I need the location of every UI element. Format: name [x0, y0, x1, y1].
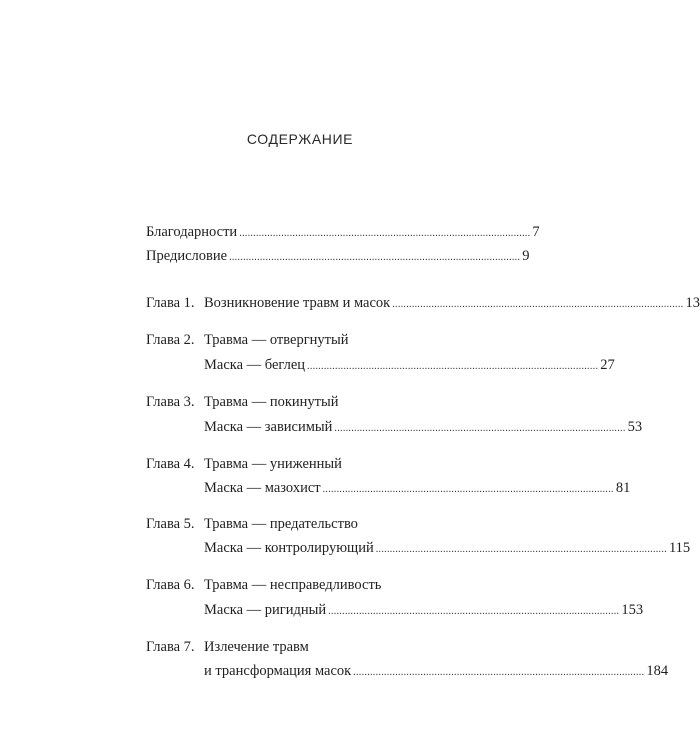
- toc-entry-preface[interactable]: [146, 247, 530, 265]
- toc-page-number: 27: [600, 357, 615, 373]
- toc-page-number: 13: [685, 295, 700, 311]
- dot-leader: ........................................................................................................: [353, 667, 645, 678]
- chapter-number: Глава 5.: [146, 516, 195, 532]
- chapter-title: Травма — отвергнутый: [204, 332, 349, 348]
- toc-entry-chapter-5[interactable]: [146, 515, 467, 533]
- toc-entry-chapter-5-line2[interactable]: [146, 539, 691, 557]
- dot-leader: ........................................................................................................: [239, 228, 531, 239]
- chapter-number: Глава 1.: [146, 295, 195, 311]
- chapter-subtitle: Маска — беглец: [204, 357, 306, 373]
- toc-page-number: 81: [615, 480, 631, 496]
- toc-entry-title: Благодарности: [146, 224, 238, 240]
- toc-page-number: 7: [532, 224, 540, 240]
- toc-entry-chapter-4-line2[interactable]: [146, 479, 631, 497]
- chapter-title: Травма — несправедливость: [204, 577, 382, 593]
- chapter-subtitle: Маска — зависимый: [204, 419, 333, 435]
- toc-page-number: 53: [627, 419, 643, 435]
- toc-entry-chapter-4[interactable]: [146, 455, 467, 473]
- toc-page-number: 115: [668, 540, 691, 556]
- chapter-subtitle: Маска — мазохист: [204, 480, 321, 496]
- toc-entry-chapter-2-line2[interactable]: [146, 356, 615, 374]
- dot-leader: ........................................................................................................: [229, 252, 521, 263]
- dot-leader: ........................................................................................................: [375, 544, 667, 555]
- dot-leader: ........................................................................................................: [334, 423, 626, 434]
- toc-page-number: 184: [646, 663, 669, 679]
- toc-entry-chapter-6[interactable]: [146, 576, 467, 594]
- dot-leader: ........................................................................................................: [328, 606, 620, 617]
- dot-leader: ........................................................................................................: [392, 299, 684, 310]
- toc-entry-chapter-3-line2[interactable]: [146, 418, 643, 436]
- toc-page-number: 9: [522, 248, 530, 264]
- chapter-number: Глава 7.: [146, 639, 195, 655]
- chapter-number: Глава 2.: [146, 332, 195, 348]
- toc-entry-chapter-2[interactable]: [146, 331, 467, 349]
- chapter-title: Травма — предательство: [204, 516, 358, 532]
- toc-entry-chapter-1[interactable]: [146, 294, 700, 312]
- chapter-subtitle: Маска — ригидный: [204, 602, 327, 618]
- dot-leader: ........................................................................................................: [322, 484, 614, 495]
- toc-entry-chapter-7[interactable]: [146, 638, 467, 656]
- toc-entry-chapter-3[interactable]: [146, 393, 467, 411]
- toc-entry-chapter-6-line2[interactable]: [146, 601, 644, 619]
- page-title: СОДЕРЖАНИЕ: [246, 131, 354, 147]
- toc-entry-acknowledgements[interactable]: [146, 223, 540, 241]
- toc-entry-title: Предисловие: [146, 248, 228, 264]
- toc-entry-chapter-7-line2[interactable]: [146, 662, 669, 680]
- chapter-number: Глава 3.: [146, 394, 195, 410]
- chapter-title: Травма — покинутый: [204, 394, 339, 410]
- chapter-title: Травма — униженный: [204, 456, 342, 472]
- chapter-subtitle: Маска — контролирующий: [204, 540, 374, 556]
- dot-leader: ........................................................................................................: [307, 361, 599, 372]
- chapter-number: Глава 4.: [146, 456, 195, 472]
- chapter-title: Возникновение травм и масок: [204, 295, 391, 311]
- chapter-title: Излечение травм: [204, 639, 309, 655]
- toc-page-number: 153: [621, 602, 644, 618]
- chapter-number: Глава 6.: [146, 577, 195, 593]
- chapter-subtitle: и трансформация масок: [204, 663, 352, 679]
